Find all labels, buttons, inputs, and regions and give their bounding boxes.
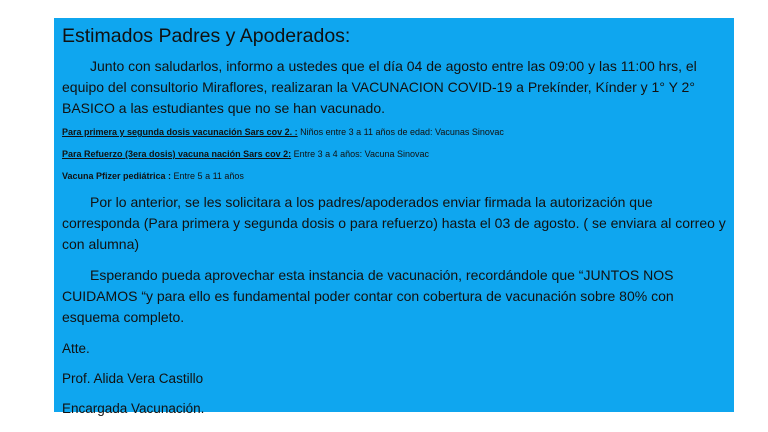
dose-text: Entre 5 a 11 años [171, 171, 244, 181]
letter-panel [54, 18, 734, 416]
signer-role: Encargada Vacunación. [62, 401, 205, 416]
paragraph-intro [62, 56, 726, 119]
dose-info-list [62, 126, 726, 182]
closing-greeting: Atte. [62, 341, 90, 356]
dose-label: Para primera y segunda dosis vacunación Sars cov 2. : [62, 127, 298, 137]
dose-item-pfizer [62, 170, 726, 182]
paragraph-authorization-text: Por lo anterior, se les solicitara a los padres/apoderados enviar firmada la autorización que corresponda (Para primera y segunda dosis o para refuerzo) hasta el 03 de agosto. ( se enviara al correo y con alumna) [62, 194, 726, 252]
letter-title: Estimados Padres y Apoderados: [62, 25, 351, 47]
paragraph-authorization [62, 192, 726, 255]
dose-label: Vacuna Pfizer pediátrica : [62, 171, 172, 181]
paragraph-closing [62, 265, 726, 328]
dose-label: Para Refuerzo (3era dosis) vacuna nación Sars cov 2: [62, 149, 292, 159]
dose-text: Niños entre 3 a 11 años de edad: Vacunas Sinovac [297, 127, 504, 137]
dose-item-booster [62, 148, 726, 160]
signer-name: Prof. Alida Vera Castillo [62, 371, 204, 386]
paragraph-intro-text: Junto con saludarlos, informo a ustedes que el día 04 de agosto entre las 09:00 y las 11:00 hrs, el equipo del consultorio Miraflores, realizaran la VACUNACION COVID-19 a Prekínder, Kínder y 1° Y 2° BASICO a las estudiantes que no se han vacunado. [62, 58, 697, 116]
dose-item-first-second [62, 126, 726, 138]
dose-text: Entre 3 a 4 años: Vacuna Sinovac [291, 149, 430, 159]
paragraph-closing-text: Esperando pueda aprovechar esta instancia de vacunación, recordándole que “JUNTOS NOS CUIDAMOS “y para ello es fundamental poder contar con cobertura de vacunación sobre 80% con esquema completo. [62, 267, 674, 325]
